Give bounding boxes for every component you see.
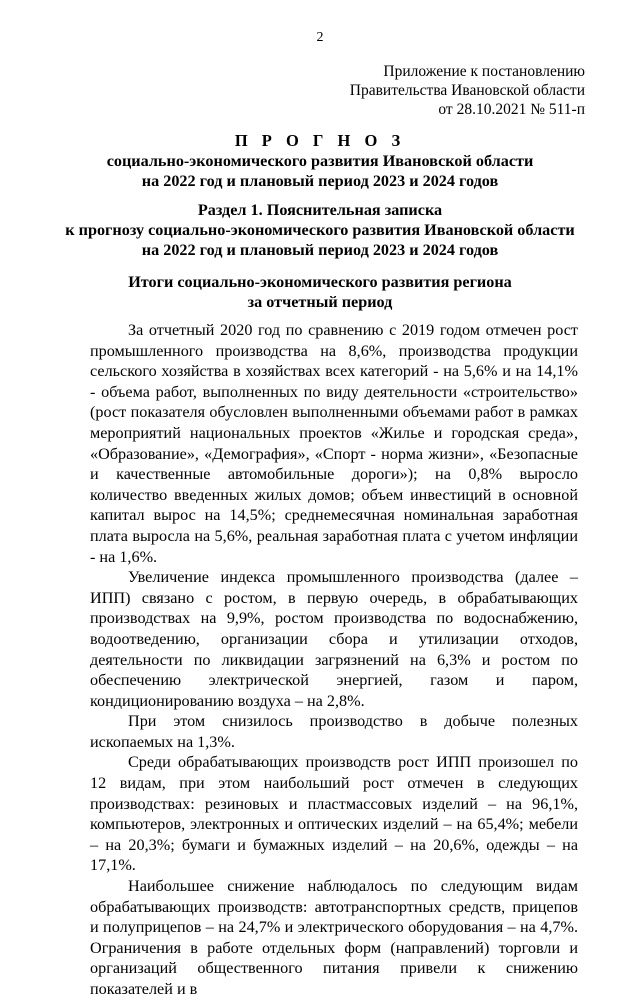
body-text	[90, 320, 578, 1000]
approval-line: Правительства Ивановской области	[349, 82, 585, 99]
section-heading-line: к прогнозу социально-экономического развития Ивановской области	[65, 221, 575, 239]
paragraph: За отчетный 2020 год по сравнению с 2019 годом отмечен рост промышленного производства на 8,6%, производства продукции сельского хозяйства в хозяйствах всех категорий - на 5,6% и на 14,1% - объема работ, выполненных по виду деятельности «строительство» (рост показателя обусловлен выполненными объемами работ в рамках мероприятий национальных проектов «Жилье и городская среда», «Образование», «Демография», «Спорт - норма жизни», «Безопасные и качественные автомобильные дороги»); на 0,8% выросло количество введенных жилых домов; объем инвестиций в основной капитал вырос на 14,5%; среднемесячная номинальная заработная плата выросла на 5,6%, реальная заработная плата с учетом инфляции - на 1,6%.	[90, 321, 578, 566]
section-heading-line: на 2022 год и плановый период 2023 и 2024 годов	[141, 241, 499, 259]
approval-line: Приложение к постановлению	[383, 63, 585, 80]
paragraph: Среди обрабатывающих производств рост ИПП произошел по 12 видам, при этом наибольший рост отмечен в следующих производствах: резиновых и пластмассовых изделий – на 96,1%, компьютеров, электронных и оптических изделий – на 65,4%; мебели – на 20,3%; бумаги и бумажных изделий – на 20,6%, одежды – на 17,1%.	[90, 753, 578, 875]
paragraph: Наибольшее снижение наблюдалось по следующим видам обрабатывающих производств: автотранспортных средств, прицепов и полуприцепов – на 24,7% и электрического оборудования – на 4,7%. Ограничения в работе отдельных форм (направлений) торговли и организаций общественного питания привели к снижению показателей и в	[90, 877, 578, 998]
document-subtitle	[0, 151, 640, 191]
section-heading-line: Раздел 1. Пояснительная записка	[197, 201, 443, 219]
document-title: П Р О Г Н О З	[234, 131, 406, 150]
results-heading-line: за отчетный период	[247, 293, 393, 311]
subtitle-line: социально-экономического развития Ивановской области	[106, 152, 534, 170]
approval-block	[350, 62, 585, 119]
paragraph: Увеличение индекса промышленного производства (далее – ИПП) связано с ростом, в первую очередь, в обрабатывающих производствах на 9,9%, ростом производства по водоснабжению, водоотведению, организации сбора и утилизации отходов, деятельности по ликвидации загрязнений на 6,3% и ростом по обеспечению электрической энергией, газом и паром, кондиционированию воздуха – на 2,8%.	[90, 568, 578, 710]
results-heading-line: Итоги социально-экономического развития региона	[128, 273, 512, 291]
subtitle-line: на 2022 год и плановый период 2023 и 2024 годов	[141, 172, 499, 190]
results-heading	[0, 272, 640, 312]
page-number: 2	[316, 30, 324, 45]
paragraph: При этом снизилось производство в добыче полезных ископаемых на 1,3%.	[90, 712, 578, 751]
section-heading	[0, 200, 640, 260]
approval-line: от 28.10.2021 № 511-п	[438, 101, 585, 118]
